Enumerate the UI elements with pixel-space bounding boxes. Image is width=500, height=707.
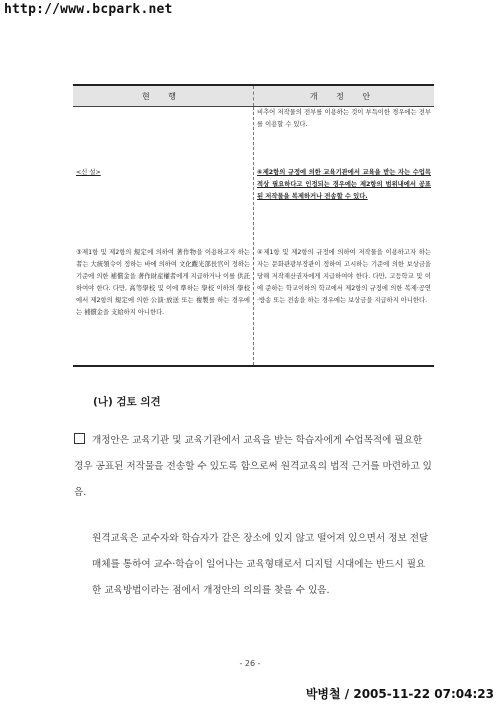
watermark-url: http://www.bcpark.net (4, 2, 173, 17)
current-column (73, 107, 254, 367)
review-paragraph-1: 개정안은 교육기관 및 교육기관에서 교육을 받는 학습자에게 수업목적에 필요한 경우 공표된 저작물을 전송할 수 있도록 함으로써 원격교육의 법적 근거를 마련하고 있음. (74, 435, 432, 498)
header-current: 현 행 (73, 85, 254, 107)
amendment-column (254, 107, 435, 367)
amendment-clause-4: ④제1항 및 제2항의 규정에 의하여 저작물을 이용하고자 하는 자는 문화관광부장관이 정하여 고시하는 기준에 의한 보상금을 당해 저작재산권자에게 지급하여야 한다. 다만, 고등학교 및 이에 준하는 학교이하의 학교에서 제2항의 규정에 의한 복제·공연·방송 또는 전송을 하는 경우에는 보상금을 지급하지 아니한다. (257, 249, 431, 304)
section-title: (나) 검토 의견 (93, 396, 161, 408)
current-clause-3: ③제1항 및 제2항의 規定에 의하여 著作物을 이용하고자 하는 者는 大統領令이 정하는 바에 의하여 文化觀光部長官이 정하는 기준에 의한 補償金을 著作財産權者에게 지급하거나 이를 供託하여야 한다. 다만, 高等學校 및 이에 準하는 學校 이하의 學校에서 제2항의 規定에 의한 公演·放送 또는 複製를 하는 경우에는 補償金을 支給하지 아니한다. (76, 249, 250, 316)
amendment-clause-6: ⑥제2항의 규정에 의한 교육기관에서 교육을 받는 자는 수업목적상 필요하다고 인정되는 경우에는 제2항의 범위내에서 공표된 저작물을 복제하거나 전송할 수 있다. (257, 169, 431, 200)
header-amendment: 개 정 안 (254, 85, 435, 107)
comparison-table (73, 84, 434, 367)
watermark-author-timestamp: 박병철 / 2005-11-22 07:04:23 (305, 687, 494, 701)
amendment-continued-text: 비추어 저작물의 전부를 이용하는 것이 부득이한 경우에는 전부를 이용할 수 있다. (257, 109, 431, 128)
review-paragraph-2: 원격교육은 교수자와 학습자가 같은 장소에 있지 않고 떨어져 있으면서 정보 전달 매체를 통하여 교수·학습이 일어나는 교육형태로서 디지털 시대에는 반드시 필요한 교육방법이라는 점에서 개정안의 의의를 찾을 수 있음. (92, 533, 429, 596)
current-new-placeholder: <신 설> (76, 169, 101, 176)
checkbox-square-icon (74, 433, 85, 444)
page-number: - 26 - (239, 659, 261, 668)
